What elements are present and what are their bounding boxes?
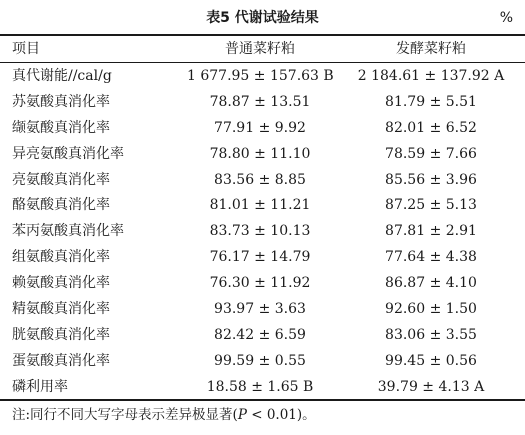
row-item: 异亮氨酸真消化率: [12, 145, 124, 162]
row-fermented-value: 92.60 ± 1.50: [385, 301, 477, 318]
row-item: 亮氨酸真消化率: [12, 171, 110, 188]
row-item: 组氨酸真消化率: [12, 249, 110, 266]
table-unit: %: [499, 10, 513, 26]
row-regular-value: 77.91 ± 9.92: [214, 119, 306, 136]
header-regular-meal: 普通菜籽粕: [225, 41, 295, 57]
table-header-row: [0, 36, 525, 62]
row-item: 真代谢能//cal/g: [12, 68, 112, 84]
row-fermented-value: 85.56 ± 3.96: [385, 171, 477, 188]
row-regular-value: 76.17 ± 14.79: [209, 249, 311, 266]
row-item: 苯丙氨酸真消化率: [12, 223, 124, 240]
table-row: [0, 323, 525, 349]
table-row: [0, 271, 525, 297]
row-item: 赖氨酸真消化率: [12, 275, 110, 292]
row-regular-value: 76.30 ± 11.92: [209, 275, 311, 292]
row-fermented-value: 81.79 ± 5.51: [385, 93, 477, 110]
row-fermented-value: 83.06 ± 3.55: [385, 326, 477, 343]
bottom-rule: [0, 399, 525, 401]
row-fermented-value: 77.64 ± 4.38: [385, 249, 477, 266]
header-item: 项目: [12, 41, 40, 57]
table-caption: [0, 8, 525, 28]
row-item: 胱氨酸真消化率: [12, 326, 110, 343]
row-regular-value: 18.58 ± 1.65 B: [206, 378, 314, 395]
row-item: 苏氨酸真消化率: [12, 93, 110, 110]
row-fermented-value: 39.79 ± 4.13 A: [377, 378, 485, 395]
row-fermented-value: 78.59 ± 7.66: [385, 145, 477, 162]
row-fermented-value: 82.01 ± 6.52: [385, 119, 477, 136]
table-row: [0, 219, 525, 245]
table-row: [0, 142, 525, 168]
row-fermented-value: 87.81 ± 2.91: [385, 223, 477, 240]
row-regular-value: 83.73 ± 10.13: [209, 223, 311, 240]
table-row: [0, 64, 525, 90]
header-fermented-meal: 发酵菜籽粕: [396, 41, 466, 57]
row-regular-value: 93.97 ± 3.63: [214, 301, 306, 318]
table-row: [0, 349, 525, 375]
row-regular-value: 78.87 ± 13.51: [209, 93, 311, 110]
table-row: [0, 193, 525, 219]
table-row: [0, 375, 525, 401]
table-note: [12, 404, 316, 426]
note-suffix: < 0.01)。: [246, 407, 316, 423]
table-body: [0, 64, 525, 401]
header-rule: [0, 62, 525, 63]
row-item: 精氨酸真消化率: [12, 301, 110, 318]
row-regular-value: 82.42 ± 6.59: [214, 326, 306, 343]
row-item: 磷利用率: [12, 378, 68, 395]
row-fermented-value: 99.45 ± 0.56: [385, 352, 477, 369]
table-title: 表5 代谢试验结果: [206, 10, 319, 26]
row-fermented-value: 86.87 ± 4.10: [385, 275, 477, 292]
row-regular-value: 83.56 ± 8.85: [214, 171, 306, 188]
row-item: 酪氨酸真消化率: [12, 197, 110, 214]
row-regular-value: 78.80 ± 11.10: [209, 145, 311, 162]
note-p-symbol: P: [237, 407, 247, 423]
table-row: [0, 245, 525, 271]
row-regular-value: 99.59 ± 0.55: [214, 352, 306, 369]
row-item: 蛋氨酸真消化率: [12, 352, 110, 369]
note-prefix: 注:同行不同大写字母表示差异极显著(: [12, 407, 238, 423]
row-fermented-value: 87.25 ± 5.13: [385, 197, 477, 214]
table-row: [0, 90, 525, 116]
row-regular-value: 81.01 ± 11.21: [209, 197, 311, 214]
row-regular-value: 1 677.95 ± 157.63 B: [187, 68, 334, 84]
row-item: 缬氨酸真消化率: [12, 119, 110, 136]
table-row: [0, 116, 525, 142]
table-row: [0, 297, 525, 323]
row-fermented-value: 2 184.61 ± 137.92 A: [357, 68, 505, 84]
table-row: [0, 168, 525, 194]
